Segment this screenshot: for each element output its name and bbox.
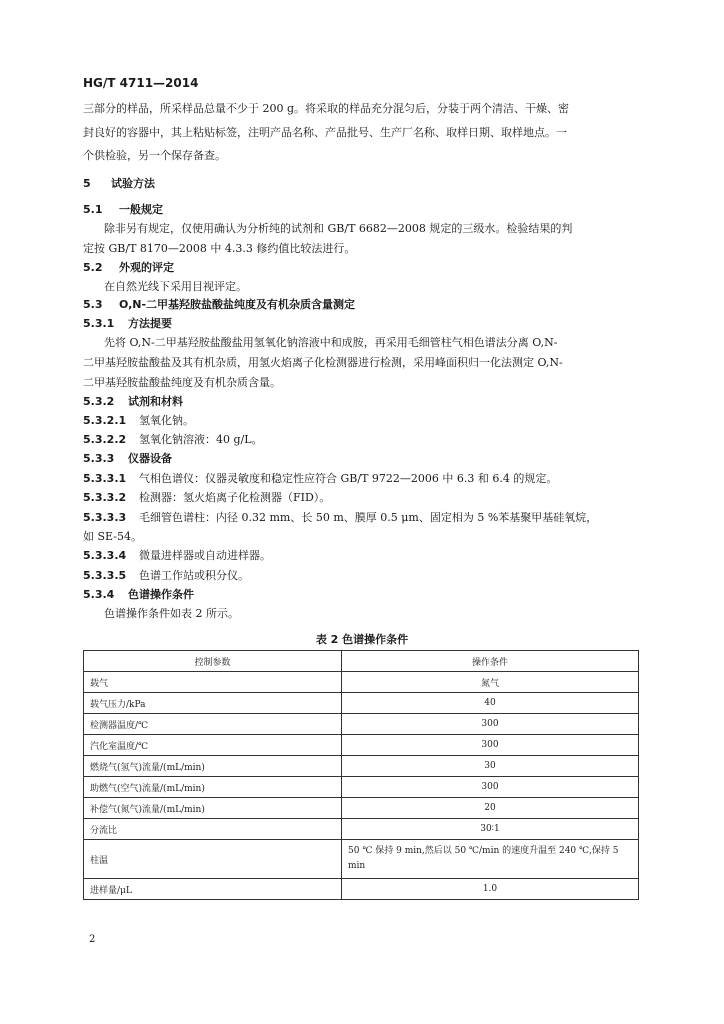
section-5-3-1-line-2: 二甲基羟胺盐酸盐及其有机杂质，用氢火焰离子化检测器进行检测，采用峰面积归一化法测定 O,N- <box>83 356 563 369</box>
parameter-cell: 补偿气(氮气)流量/(mL/min) <box>84 798 342 819</box>
table-row <box>84 777 639 798</box>
section-5-3-1-line-3: 二甲基羟胺盐酸盐纯度及有机杂质含量。 <box>83 376 281 389</box>
section-text: 毛细管色谱柱：内径 0.32 mm、长 50 m、膜厚 0.5 μm、固定相为 5 %苯基聚甲基硅氧烷， <box>139 511 598 524</box>
section-number: 5.3 <box>83 298 103 311</box>
table-row <box>84 819 639 840</box>
table-row <box>84 798 639 819</box>
section-5-3-1-heading <box>83 317 172 331</box>
table-row <box>84 714 639 735</box>
parameter-cell: 柱温 <box>84 840 342 879</box>
section-title: 一般规定 <box>119 203 163 216</box>
section-number: 5.3.2.2 <box>83 433 127 446</box>
section-5-3-1-line-1: 先将 O,N-二甲基羟胺盐酸盐用氢氧化钠溶液中和成胺，再采用毛细管柱气相色谱法分离 O,N- <box>104 336 558 349</box>
condition-cell: 40 <box>342 693 639 714</box>
parameter-cell: 燃烧气(氢气)流量/(mL/min) <box>84 756 342 777</box>
condition-cell: 30 <box>342 756 639 777</box>
column-header-parameter: 控制参数 <box>84 651 342 672</box>
intro-line-3: 个供检验，另一个保存备查。 <box>83 149 226 162</box>
condition-cell: 氮气 <box>342 672 639 693</box>
section-text: 检测器：氢火焰离子化检测器（FID）。 <box>139 491 331 504</box>
table-header-row <box>84 651 639 672</box>
section-title: O,N-二甲基羟胺盐酸盐纯度及有机杂质含量测定 <box>119 298 356 311</box>
section-5-3-4-heading <box>83 588 194 602</box>
section-number: 5.3.3.4 <box>83 549 127 562</box>
table-row <box>84 693 639 714</box>
section-5-3-3-2 <box>83 491 330 505</box>
condition-cell: 30∶1 <box>342 819 639 840</box>
section-5-3-3-heading <box>83 452 172 466</box>
section-5-heading <box>83 177 155 191</box>
section-5-3-3-3-continued: 如 SE-54。 <box>83 530 142 543</box>
section-5-3-2-1 <box>83 414 194 428</box>
section-number: 5.3.3.3 <box>83 511 127 524</box>
condition-cell: 50 ℃ 保持 9 min,然后以 50 ℃/min 的速度升温至 240 ℃,保持 5 min <box>342 840 639 879</box>
section-text: 氢氧化钠溶液：40 g/L。 <box>139 433 263 446</box>
table-row <box>84 879 639 900</box>
parameter-cell: 分流比 <box>84 819 342 840</box>
section-5-3-3-3 <box>83 511 597 525</box>
section-number: 5.3.4 <box>83 588 115 601</box>
section-text: 微量进样器或自动进样器。 <box>139 549 271 562</box>
intro-line-2: 封良好的容器中，其上粘贴标签，注明产品名称、产品批号、生产厂名称、取样日期、取样地点。一 <box>83 126 567 139</box>
section-5-3-3-1 <box>83 472 557 486</box>
intro-line-1: 三部分的样品，所采样品总量不少于 200 g。将采取的样品充分混匀后，分装于两个清洁、干燥、密 <box>83 102 570 115</box>
condition-cell: 300 <box>342 735 639 756</box>
table-row <box>84 735 639 756</box>
parameter-cell: 载气压力/kPa <box>84 693 342 714</box>
section-5-3-heading <box>83 298 355 312</box>
section-number: 5 <box>83 177 91 190</box>
section-number: 5.3.2 <box>83 395 115 408</box>
condition-cell: 300 <box>342 714 639 735</box>
operating-conditions-table <box>83 650 639 900</box>
section-5-2-heading <box>83 261 174 275</box>
section-title: 试剂和材料 <box>128 395 183 408</box>
section-number: 5.3.3.1 <box>83 472 127 485</box>
condition-cell: 20 <box>342 798 639 819</box>
section-5-3-4-text: 色谱操作条件如表 2 所示。 <box>104 607 239 620</box>
parameter-cell: 汽化室温度/℃ <box>84 735 342 756</box>
condition-cell: 300 <box>342 777 639 798</box>
section-5-1-heading <box>83 203 163 217</box>
section-5-1-line-1: 除非另有规定，仅使用确认为分析纯的试剂和 GB/T 6682—2008 规定的三级水。检验结果的判 <box>104 222 573 235</box>
section-5-3-3-5 <box>83 569 249 583</box>
section-5-1-line-2: 定按 GB/T 8170—2008 中 4.3.3 修约值比较法进行。 <box>83 242 356 255</box>
condition-cell: 1.0 <box>342 879 639 900</box>
table-row <box>84 756 639 777</box>
section-title: 外观的评定 <box>119 261 174 274</box>
table-caption: 表 2 色谱操作条件 <box>315 633 409 646</box>
section-title: 试验方法 <box>111 177 155 190</box>
section-number: 5.3.3 <box>83 452 115 465</box>
page-number: 2 <box>89 934 96 945</box>
document-id-header: HG/T 4711—2014 <box>83 76 199 90</box>
section-5-2-text: 在自然光线下采用目视评定。 <box>104 280 247 293</box>
section-title: 仪器设备 <box>128 452 172 465</box>
section-5-3-3-4 <box>83 549 271 563</box>
section-title: 色谱操作条件 <box>128 588 194 601</box>
table-row <box>84 840 639 879</box>
section-5-3-2-heading <box>83 395 183 409</box>
parameter-cell: 进样量/μL <box>84 879 342 900</box>
section-5-3-2-2 <box>83 433 263 447</box>
section-text: 氢氧化钠。 <box>139 414 194 427</box>
section-number: 5.2 <box>83 261 103 274</box>
section-text: 色谱工作站或积分仪。 <box>139 569 249 582</box>
column-header-condition: 操作条件 <box>342 651 639 672</box>
parameter-cell: 载气 <box>84 672 342 693</box>
parameter-cell: 助燃气(空气)流量/(mL/min) <box>84 777 342 798</box>
table-row <box>84 672 639 693</box>
parameter-cell: 检测器温度/℃ <box>84 714 342 735</box>
section-number: 5.3.1 <box>83 317 115 330</box>
section-number: 5.3.3.2 <box>83 491 127 504</box>
section-number: 5.3.3.5 <box>83 569 127 582</box>
section-number: 5.1 <box>83 203 103 216</box>
section-text: 气相色谱仪：仪器灵敏度和稳定性应符合 GB/T 9722—2006 中 6.3 和 6.4 的规定。 <box>139 472 558 485</box>
section-title: 方法提要 <box>128 317 172 330</box>
section-number: 5.3.2.1 <box>83 414 127 427</box>
